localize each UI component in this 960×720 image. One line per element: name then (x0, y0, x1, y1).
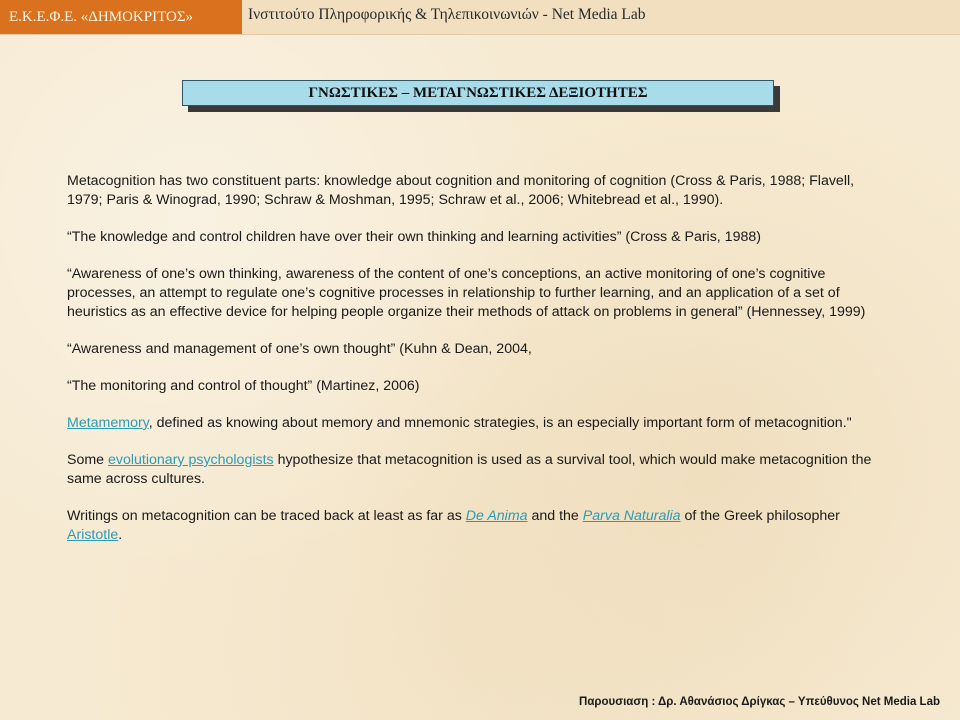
evolutionary-psychologists-link[interactable]: evolutionary psychologists (108, 452, 274, 468)
aristotle-end: . (118, 527, 123, 543)
paragraph-aristotle (67, 507, 877, 545)
paragraph-evolutionary (67, 451, 877, 489)
quote-hennessey: “Awareness of one’s own thinking, awareness of the content of one’s conceptions, an active monitoring of one’s cognitive processes, an attempt to regulate one’s cognitive processes in relationship to further learning, and an application of a set of heuristics as an effective device for helping people organize their methods of attack on problems in general” (Hennessey, 1999) (67, 266, 866, 320)
metamemory-link[interactable]: Metamemory (67, 415, 149, 431)
aristotle-mid: and the (527, 508, 583, 524)
evolutionary-pre: Some (67, 452, 109, 468)
slide-title: ΓΝΩΣΤΙΚΕΣ – ΜΕΤΑΓΝΩΣΤΙΚΕΣ ΔΕΞΙΟΤΗΤΕΣ (182, 80, 774, 106)
paragraph-metamemory (67, 414, 877, 433)
quote-cross-paris: “The knowledge and control children have over their own thinking and learning activities” (Cross & Paris, 1988) (67, 229, 761, 245)
slide-content (67, 172, 877, 545)
slide-title-container (182, 80, 774, 106)
aristotle-link[interactable]: Aristotle (67, 527, 119, 543)
parva-naturalia-link[interactable]: Parva Naturalia (582, 508, 681, 524)
quote-kuhn-dean: “Awareness and management of one’s own thought” (Kuhn & Dean, 2004, (67, 341, 532, 357)
presenter-footer: Παρουσιαση : Δρ. Αθανάσιος Δρίγκας – Υπεύθυνος Net Media Lab (579, 696, 940, 708)
de-anima-link[interactable]: De Anima (465, 508, 528, 524)
metamemory-text: , defined as knowing about memory and mnemonic strategies, is an especially important form of metacognition." (148, 415, 852, 431)
header-bar (0, 0, 960, 35)
paragraph-components: Metacognition has two constituent parts: knowledge about cognition and monitoring of cognition (Cross & Paris, 1988; Flavell, 1979; Paris & Winograd, 1990; Schraw & Moshman, 1995; Schraw et al., 2006; Whitebread et al., 1990). (67, 173, 855, 208)
institute-name: Ινστιτούτο Πληροφορικής & Τηλεπικοινωνιών - Net Media Lab (248, 6, 646, 23)
aristotle-mid2: of the Greek philosopher (680, 508, 840, 524)
org-name: Ε.Κ.Ε.Φ.Ε. «ΔΗΜΟΚΡΙΤΟΣ» (0, 0, 242, 34)
aristotle-pre: Writings on metacognition can be traced back at least as far as (67, 508, 466, 524)
quote-martinez: “The monitoring and control of thought” (Martinez, 2006) (67, 378, 420, 394)
evolutionary-text: hypothesize that metacognition is used as a survival tool, which would make metacognition the same across cultures. (67, 452, 872, 487)
